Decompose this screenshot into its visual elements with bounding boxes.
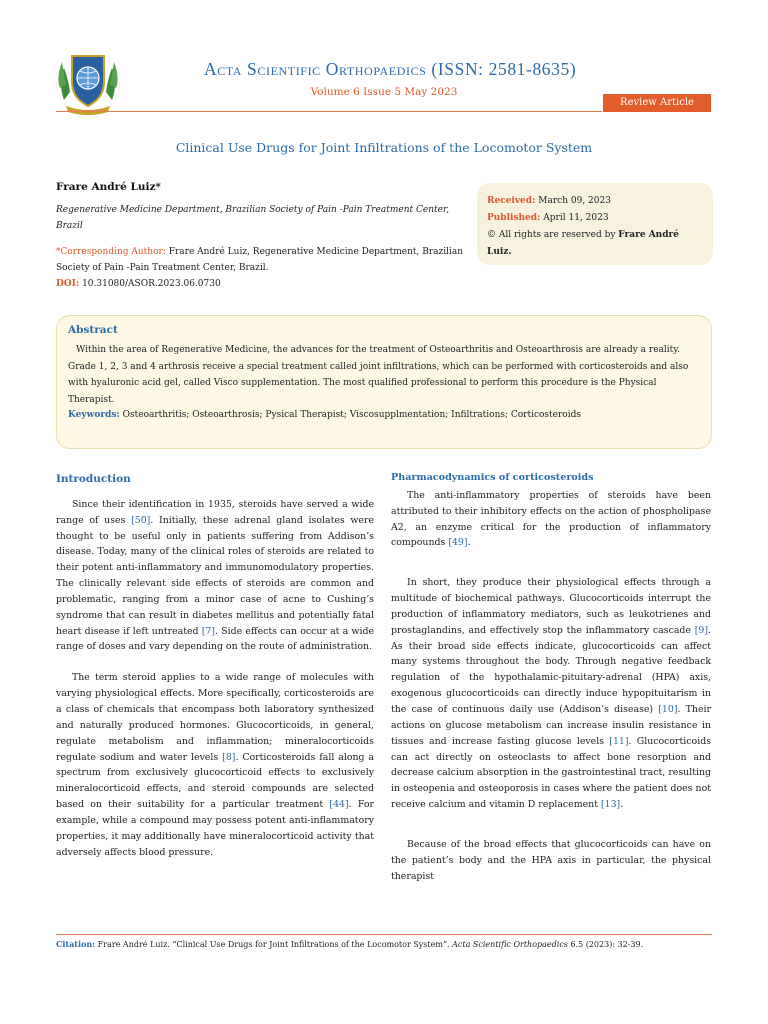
text-run: . xyxy=(467,537,471,549)
reference-link[interactable]: [7] xyxy=(201,625,216,637)
reference-link[interactable]: [11] xyxy=(609,735,629,747)
citation-line xyxy=(56,939,756,949)
text-run: . xyxy=(620,799,624,811)
header-divider xyxy=(56,111,602,112)
abstract-box xyxy=(56,315,712,449)
reference-link[interactable]: [44] xyxy=(329,799,349,811)
text-run: Since their identification in 1935, steroids have served a wide range of uses xyxy=(56,498,374,526)
abstract-text: Within the area of Regenerative Medicine, the advances for the treatment of Osteoarthritis and Osteoarthrosis are already a reality. Grade 1, 2, 3 and 4 arthrosis receive a special treatment called joint infiltrations, which can be performed with corticosteroids and also with hyaluronic acid gel, called Visco supplementation. The most qualified professional to perform this procedure is the Physical Therapist. xyxy=(68,345,689,405)
reference-link[interactable]: [9] xyxy=(694,624,709,636)
text-run: . Initially, these adrenal gland isolates were thought to be useful only in patients suffering from Addison’s disease. Today, many of the clinical roles of steroids are related to their potent anti-inflammatory and immunomodulatory properties. The clinically relevant side effects of steroids are common and problematic, ranging from a minor case of acne to Cushing’s syndrome that can result in diabetes mellitus and potentially fatal heart disease if left untreated xyxy=(56,514,374,637)
intro-paragraph-2 xyxy=(56,670,374,860)
pharmacodynamics-heading: Pharmacodynamics of corticosteroids xyxy=(391,472,594,483)
text-run: . Corticosteroids fall along a spectrum from exclusively glucocorticoid effects to exclusively mineralocorticoid effects, and steroid compounds are selected based on their suitability for a particular treatment xyxy=(56,751,375,811)
corresponding-label: *Corresponding Author: xyxy=(56,247,166,257)
article-type-badge: Review Article xyxy=(603,94,711,112)
abstract-heading: Abstract xyxy=(68,324,118,336)
received-label: Received: xyxy=(487,196,536,206)
dates-box xyxy=(477,183,713,265)
author-affiliation: Regenerative Medicine Department, Brazilian Society of Pain -Pain Treatment Center, Brazil xyxy=(56,205,450,231)
text-run: The anti-inflammatory properties of steroids have been attributed to their inhibitory effects on the action of phospholipase A2, an enzyme critical for the production of inflammatory compounds xyxy=(391,489,711,549)
introduction-heading: Introduction xyxy=(56,473,131,485)
text-run: . Their actions on glucose metabolism can increase insulin resistance in tissues and increase fasting glucose levels xyxy=(391,703,711,747)
pharma-paragraph-3: Because of the broad effects that glucocorticoids can have on the patient’s body and the HPA axis in particular, the physical therapist xyxy=(391,838,711,882)
published-label: Published: xyxy=(487,213,541,223)
footer-divider xyxy=(56,934,712,935)
citation-journal: Acta Scientific Orthopaedics xyxy=(452,940,568,949)
doi-line xyxy=(56,279,221,289)
article-title: Clinical Use Drugs for Joint Infiltrations of the Locomotor System xyxy=(175,140,593,155)
rights-holder: Frare André Luiz. xyxy=(487,230,679,257)
citation-text: Frare André Luiz. “Clinical Use Drugs for Joint Infiltrations of the Locomotor System”. xyxy=(97,940,450,949)
text-run: In short, they produce their physiological effects through a multitude of biochemical pathways. Glucocorticoids interrupt the production of inflammatory mediators, such as leukotrienes and prostaglandins, and effectively stop the inflammatory cascade xyxy=(391,577,711,636)
citation-label: Citation: xyxy=(56,939,96,949)
reference-link[interactable]: [13] xyxy=(600,799,621,811)
text-run: . For example, while a compound may possess potent anti-inflammatory properties, it may additionally have mineralocorticoid activity that adversely affects blood pressure. xyxy=(56,799,375,858)
text-run: The term steroid applies to a wide range of molecules with varying physiological effects. More specifically, corticosteroids are a class of chemicals that encompass both laboratory synthesized and naturally produced hormones. Glucocorticoids, in general, regulate metabolism and inflammation; mineralocorticoids regulate sodium and water levels xyxy=(56,672,374,763)
text-run: . As their broad side effects indicate, glucocorticoids can affect many systems throughout the body. Through negative feedback regulation of the hypothalamic-pituitary-adrenal (HPA) axis, exogenous glucocorticoids can directly induce hypopituitarism in the case of continuous daily use (Addison’s disease) xyxy=(391,624,711,715)
text-run: . Glucocorticoids can act directly on osteoclasts to affect bone resorption and decrease calcium absorption in the gastrointestinal tract, resulting in osteopenia and osteoporosis in cases where the patient does not receive calcium and vitamin D replacement xyxy=(391,735,712,811)
rights-line xyxy=(487,227,703,261)
volume-text: Volume 6 Issue 5 May 2023 xyxy=(310,86,458,98)
keywords-line xyxy=(68,410,699,420)
doi-value[interactable]: 10.31080/ASOR.2023.06.0730 xyxy=(82,279,221,289)
intro-paragraph-1 xyxy=(56,497,374,655)
reference-link[interactable]: [8] xyxy=(222,751,236,763)
right-column xyxy=(391,470,711,899)
published-date: April 11, 2023 xyxy=(543,213,609,223)
journal-title: Acta Scientific Orthopaedics (ISSN: 2581-8635) xyxy=(204,59,577,79)
reference-link[interactable]: [10] xyxy=(658,703,678,715)
rights-prefix: © All rights are reserved by xyxy=(487,230,616,240)
keywords-label: Keywords: xyxy=(68,410,120,421)
pharma-paragraph-1 xyxy=(391,488,711,551)
author-name: Frare André Luiz* xyxy=(56,181,161,193)
reference-link[interactable]: [49] xyxy=(448,537,468,549)
text-run: . Side effects can occur at a wide range of doses and vary depending on the route of administration. xyxy=(56,625,374,653)
keywords-text: Osteoarthritis; Osteoarthrosis; Pysical Therapist; Viscosupplmentation; Infiltrations; Corticosteroids xyxy=(122,410,581,421)
received-line xyxy=(487,193,703,210)
pharma-paragraph-2 xyxy=(391,575,711,813)
reference-link[interactable]: [50] xyxy=(131,514,151,526)
corresponding-text: Frare André Luiz, Regenerative Medicine Department, Brazilian Society of Pain -Pain Treatment Center, Brazil. xyxy=(56,247,464,273)
published-line xyxy=(487,210,703,227)
corresponding-author xyxy=(56,244,466,276)
citation-tail: 6.5 (2023): 32-39. xyxy=(570,940,644,949)
left-column xyxy=(56,472,374,875)
doi-label: DOI: xyxy=(56,279,80,289)
received-date: March 09, 2023 xyxy=(538,196,611,206)
